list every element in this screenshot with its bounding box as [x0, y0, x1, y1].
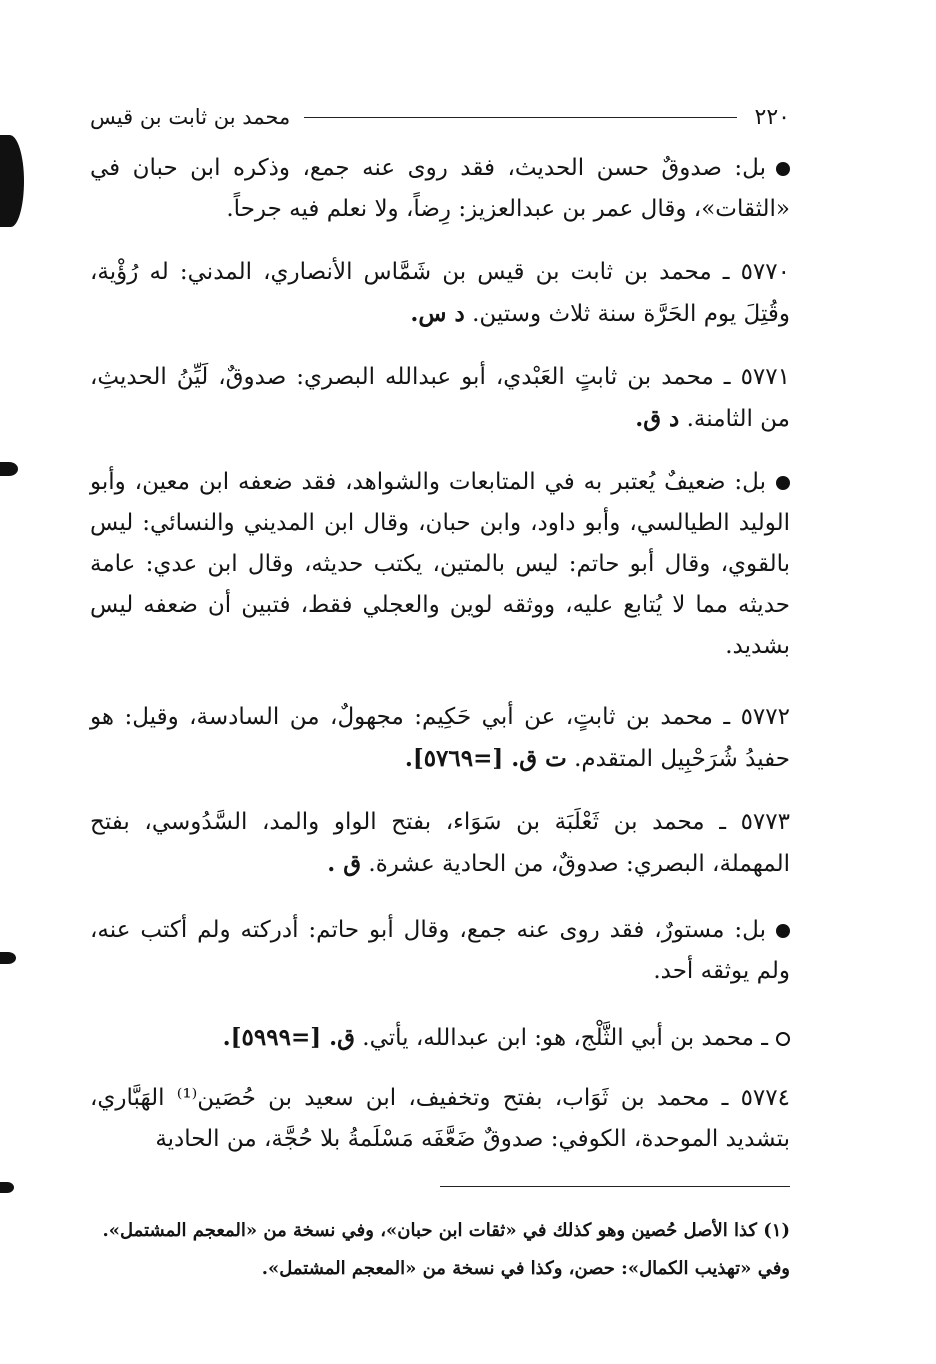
entry-text: ـ محمد بن أبي الثَّلْج، هو: ابن عبدالله، يأتي.: [362, 1025, 768, 1051]
entry-sigla: د ق.: [635, 405, 680, 432]
circle-marker-icon: [776, 1032, 790, 1046]
page-header: [90, 100, 790, 134]
comment-paragraph: [90, 148, 790, 230]
scan-blot: [0, 952, 16, 964]
biography-entry: [90, 357, 790, 440]
bullet-icon: [776, 162, 790, 176]
entry-text: ٥٧٧١ ـ محمد بن ثابتٍ العَبْدي، أبو عبدالله البصري: صدوقٌ، لَيِّنُ الحديثِ، من الثامنة.: [90, 364, 790, 432]
comment-paragraph: [90, 910, 790, 992]
footnote-line: وفي «تهذيب الكمال»: حصن، وكذا في نسخة من «المعجم المشتمل».: [261, 1258, 790, 1279]
paragraph-text: بل: ضعيفٌ يُعتبر به في المتابعات والشواهد، فقد ضعفه ابن معين، وأبو الوليد الطيالسي، وأبو داود، وابن حبان، وقال ابن المديني والنسائي: ليس بالقوي، وقال أبو حاتم: ليس بالمتين، يكتب حديثه، وقال ابن عدي: عامة حديثه مما لا يُتابع عليه، ووثقه لوين والعجلي فقط، فتبين أن ضعفه ليس بشديد.: [90, 469, 790, 659]
entry-text: ٥٧٧٤ ـ محمد بن ثَوَاب، بفتح وتخفيف، ابن سعيد بن حُصَين⁽¹⁾ الهَبَّاري، بتشديد الموحدة، الكوفي: صدوقٌ ضَعَّفَه مَسْلَمةُ بلا حُجَّة، من الحادية: [90, 1085, 790, 1152]
biography-entry: [90, 252, 790, 335]
scan-blot: [0, 462, 18, 476]
biography-entry: [90, 802, 790, 885]
entry-sigla: ق .: [327, 850, 362, 877]
footnote-rule: [440, 1186, 790, 1187]
scan-blot: [0, 135, 24, 227]
running-title: محمد بن ثابت بن قيس: [90, 105, 291, 129]
comment-paragraph: [90, 462, 790, 667]
biography-entry: [90, 697, 790, 780]
footnote-line: (١) كذا الأصل حُصين وهو كذلك في «ثقات ابن حبان»، وفي نسخة من «المعجم المشتمل».: [102, 1220, 790, 1241]
bullet-icon: [776, 924, 790, 938]
paragraph-text: بل: صدوقٌ حسن الحديث، فقد روى عنه جمع، وذكره ابن حبان في «الثقات»، وقال عمر بن عبدالعزيز: رِضاً، ولا نعلم فيه جرحاً.: [90, 155, 790, 222]
paragraph-text: بل: مستورٌ، فقد روى عنه جمع، وقال أبو حاتم: أدركته ولم أكتب عنه، ولم يوثقه أحد.: [90, 917, 790, 984]
scan-blot: [0, 1182, 14, 1193]
entry-sigla: ق. [=٥٩٩٩].: [222, 1024, 355, 1051]
entry-sigla: ت ق. [=٥٧٦٩].: [404, 745, 567, 772]
page-number: ٢٢٠: [754, 104, 790, 130]
bullet-icon: [776, 476, 790, 490]
entry-text: ٥٧٧٣ ـ محمد بن ثَعْلَبَة بن سَوَاء، بفتح الواو والمد، السَّدُوسي، بفتح المهملة، البصري: صدوقٌ، من الحادية عشرة.: [90, 809, 790, 877]
cross-reference-entry: [90, 1017, 790, 1059]
header-rule: [304, 117, 736, 118]
entry-text: ٥٧٧٠ ـ محمد بن ثابت بن قيس بن شَمَّاس الأنصاري، المدني: له رُؤْية، وقُتِلَ يوم الحَرَّة سنة ثلاث وستين.: [90, 259, 790, 327]
biography-entry: [90, 1078, 790, 1160]
footnotes: [90, 1212, 790, 1288]
entry-sigla: د س.: [410, 300, 465, 327]
entry-text: ٥٧٧٢ ـ محمد بن ثابتٍ، عن أبي حَكِيم: مجهولٌ، من السادسة، وقيل: هو حفيدُ شُرَحْبِيل المتقدم.: [90, 704, 790, 772]
